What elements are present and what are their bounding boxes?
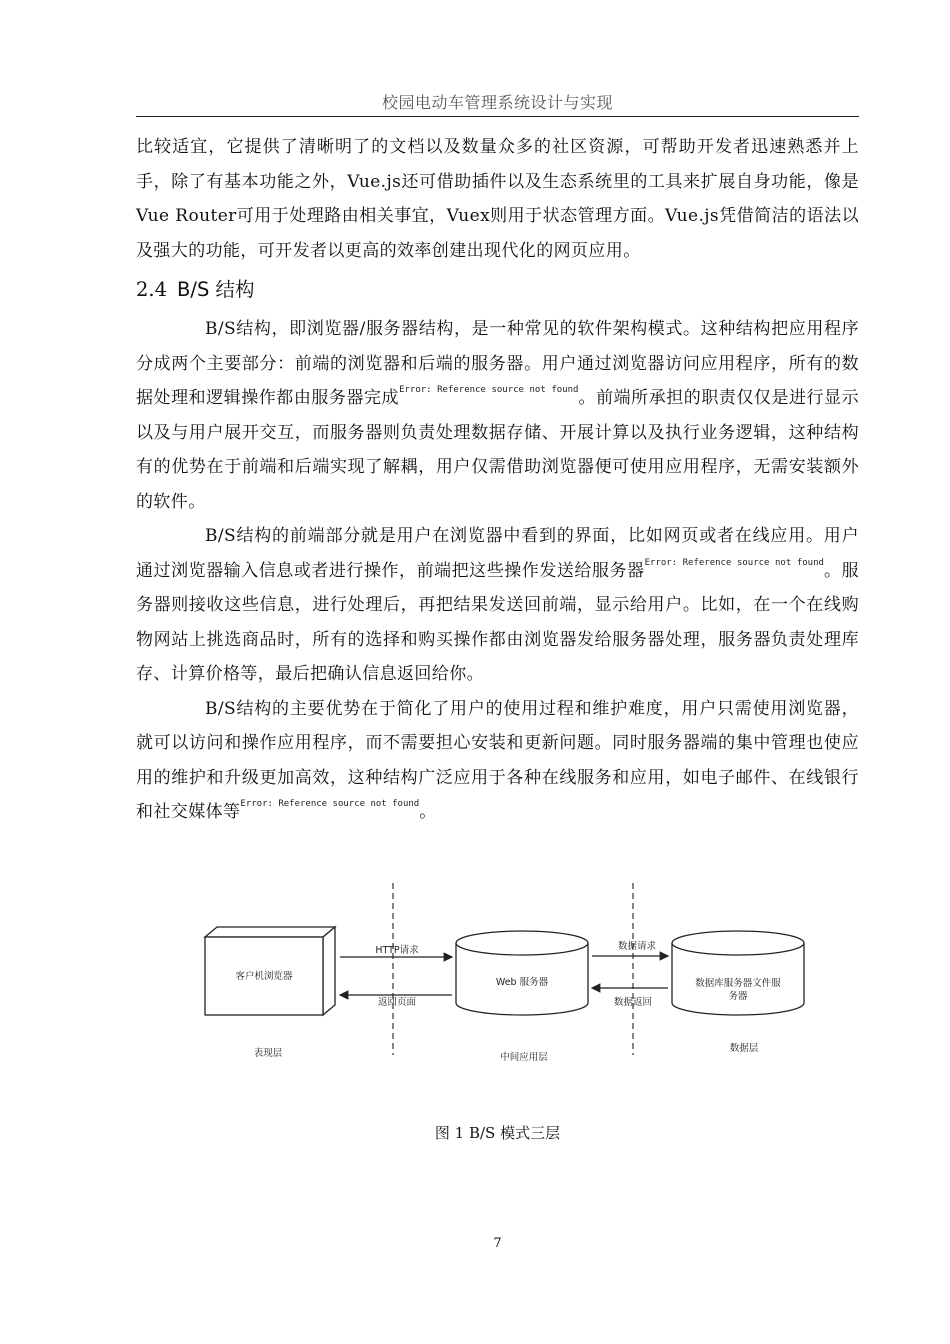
paragraph-text: 。前端所承担的职责仅仅是进行显示以及与用户展开交互，而服务器则负责处理数据存储、开展计算以及执行业务逻辑，这种结构有的优势在于前端和后端实现了解耦，用户仅需借助浏览器便可使用应用程序，无需安装额外的软件。 xyxy=(136,388,860,512)
reference-error: Error: Reference source not found xyxy=(399,385,579,395)
layer-middle-label: 中间应用层 xyxy=(500,1052,548,1063)
running-header: 校园电动车管理系统设计与实现 xyxy=(381,93,613,112)
return-page-label: 返回页面 xyxy=(377,997,417,1008)
section-heading xyxy=(136,272,859,308)
paragraph-text: 。服务器则接收这些信息，进行处理后，再把结果发送回前端，显示给用户。比如，在一个在线购物网站上挑选商品时，所有的选择和购买操作都由浏览器发给服务器处理，服务器负责处理库存、计算价格等，最后把确认信息返回给你。 xyxy=(136,560,859,684)
paragraph-text: B/S结构的主要优势在于简化了用户的使用过程和维护难度，用户只需使用浏览器，就可以访问和操作应用程序，而不需要担心安装和更新问题。同时服务器端的集中管理也使应用的维护和升级更加高效，这种结构广泛应用于各种在线服务和应用，如电子邮件、在线银行和社交媒体等 xyxy=(136,698,859,822)
layer-presentation-label: 表现层 xyxy=(253,1048,283,1059)
data-return-label: 数据返回 xyxy=(613,997,653,1008)
reference-error: Error: Reference source not found xyxy=(240,799,420,809)
bs-architecture-diagram xyxy=(190,875,810,1075)
client-box-label: 客户机浏览器 xyxy=(235,971,293,982)
intro-paragraph: 比较适宜，它提供了清晰明了的文档以及数量众多的社区资源，可帮助开发者迅速熟悉并上手，除了有基本功能之外，Vue.js还可借助插件以及生态系统里的工具来扩展自身功能，像是Vue Router可用于处理路由相关事宜，Vuex则用于状态管理方面。Vue.js凭借简洁的语法以及强大的功能，可开发者以更高的效率创建出现代化的网页应用。 xyxy=(136,137,859,261)
section-number: 2.4 xyxy=(136,278,168,301)
paragraph-text: B/S结构的前端部分就是用户在浏览器中看到的界面，比如网页或者在线应用。用户通过浏览器输入信息或者进行操作，前端把这些操作发送给服务器 xyxy=(136,526,859,581)
page-number: 7 xyxy=(493,1236,502,1251)
section-title: B/S 结构 xyxy=(177,278,255,301)
diagram-svg xyxy=(190,875,810,1075)
db-server-label-line1: 数据库服务器文件服 xyxy=(695,978,781,989)
paragraph-text: B/S结构，即浏览器/服务器结构，是一种常见的软件架构模式。这种结构把应用程序分成两个主要部分：前端的浏览器和后端的服务器。用户通过浏览器访问应用程序，所有的数据处理和逻辑操作都由服务器完成 xyxy=(136,319,859,408)
layer-data-label: 数据层 xyxy=(729,1043,759,1054)
paragraph-bs-advantages xyxy=(136,692,859,830)
client-browser-box xyxy=(205,927,335,1015)
data-request-label: 数据请求 xyxy=(617,941,657,952)
paragraph-text: 。 xyxy=(419,802,437,822)
database-server-cylinder xyxy=(672,931,804,1015)
paragraph-bs-definition xyxy=(136,312,859,519)
header-divider xyxy=(136,116,859,117)
web-server-label: Web 服务器 xyxy=(495,977,549,988)
paragraph-bs-frontend xyxy=(136,519,859,692)
http-request-label: HTTP请求 xyxy=(375,945,419,956)
db-server-label-line2: 务器 xyxy=(728,991,748,1002)
web-server-cylinder xyxy=(456,931,588,1015)
reference-error: Error: Reference source not found xyxy=(644,557,824,568)
figure-caption: 图 1 B/S 模式三层 xyxy=(434,1124,561,1142)
page-body xyxy=(136,130,859,830)
